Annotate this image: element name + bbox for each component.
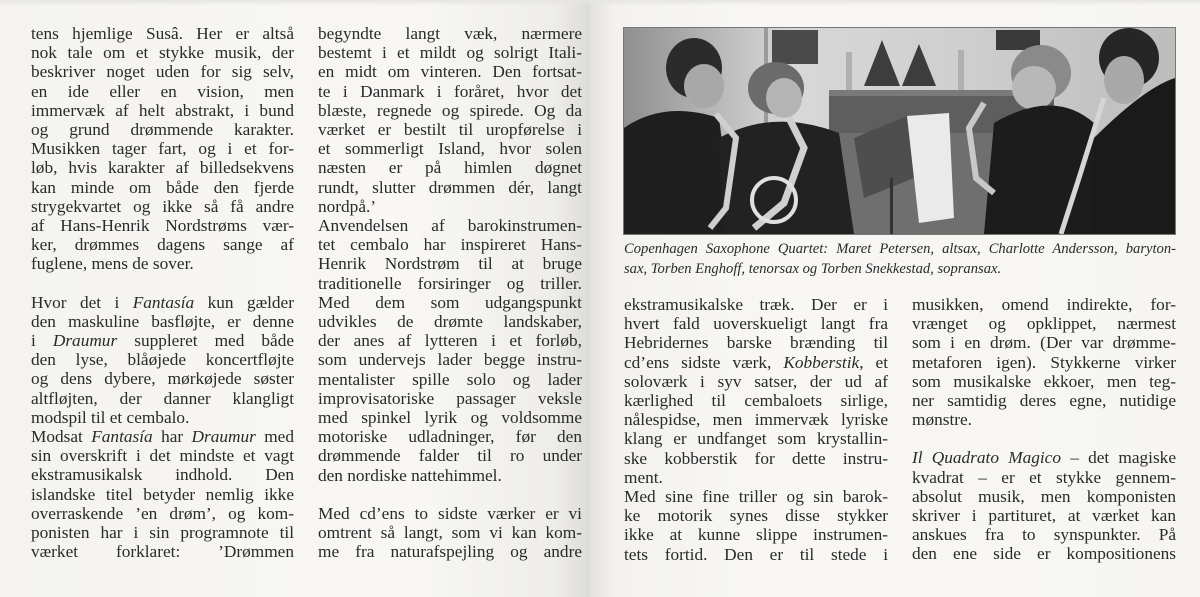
text-line: et sommerligt Island, hvor solen xyxy=(318,139,582,159)
text-line: soloværk i syv satser, der ud af xyxy=(624,371,888,391)
text-line: immervæk af helt abstrakt, i bund xyxy=(31,100,294,120)
text-line: ekstramusikalsk indhold. Den xyxy=(31,465,294,485)
text-line: som i en drøm. (Der var drømme- xyxy=(912,333,1176,353)
text-line: kan minde om både den fjerde xyxy=(31,177,294,197)
text-line: Med dem som udgangspunkt xyxy=(318,292,582,312)
quartet-photo xyxy=(623,27,1176,235)
text-line: begyndte langt væk, nærmere xyxy=(318,24,582,43)
text-line: hvert fald uoverskueligt langt fra xyxy=(624,314,888,334)
text-line: ikke at kunne slippe instrumen- xyxy=(624,525,888,545)
text-line: værket forklaret: ’Drømmen xyxy=(31,542,294,562)
text-line: modspil til et cembalo. xyxy=(31,407,190,427)
text-line: omtrent så langt, som vi kan kom- xyxy=(318,523,582,543)
text-line: den lyse, blåøjede koncertfløjte xyxy=(31,350,294,370)
paragraph xyxy=(624,295,888,487)
text-line: den nordiske nattehimmel. xyxy=(318,465,502,485)
text-line: som musikalske ekkoer, men teg- xyxy=(912,371,1176,391)
text-line: cd’ens sidste værk, Kobberstik, et xyxy=(624,352,888,372)
text-line: islandske titel betyder nemlig ikke xyxy=(31,484,294,504)
text-line: Med cd’ens to sidste værker er vi xyxy=(318,503,582,523)
text-line: Med sine fine triller og sin barok- xyxy=(624,487,888,507)
text-column-3 xyxy=(624,295,888,564)
text-line: tet cembalo har inspireret Hans- xyxy=(318,235,582,255)
text-line: me fra naturafspejling og andre xyxy=(318,542,582,562)
text-line: og dens dybere, mørkøjede søster xyxy=(31,369,294,389)
text-line: der anes af lytteren i et forløb, xyxy=(318,331,582,351)
paragraph xyxy=(318,216,582,485)
paragraph xyxy=(31,24,294,274)
text-line: ner samtidig deres egne, nutidige xyxy=(912,391,1176,411)
work-title: Kobberstik xyxy=(783,352,860,372)
work-title: Draumur xyxy=(191,427,256,447)
text-line: ke motorik synes disse stykker xyxy=(624,506,888,526)
text-line: fuglene, mens de sover. xyxy=(31,254,194,274)
text-line: næsten er på himlen døgnet xyxy=(318,158,582,178)
caption-line: Copenhagen Saxophone Quartet: Maret Petersen, altsax, Charlotte Andersson, baryton- xyxy=(624,241,1176,257)
work-title: Fantasía xyxy=(132,292,195,312)
text-line: Hebridernes barske brænding til xyxy=(624,333,888,353)
paragraph xyxy=(912,295,1176,429)
text-line: med spinkel lyrik og voldsomme xyxy=(318,408,582,428)
text-line: sin overskrift i det mindste et vagt xyxy=(31,446,294,466)
text-line: løb, hvis karakter af billedsekvens xyxy=(31,158,294,178)
text-line: kvadrat – er et stykke gennem- xyxy=(912,467,1176,487)
text-line: nålespidse, men immervæk lyriske xyxy=(624,410,888,430)
paragraph xyxy=(318,24,582,216)
paragraph xyxy=(624,487,888,564)
text-line: ker, drømmes dagens sange af xyxy=(31,235,294,255)
text-line: Hvor det i Fantasía kun gælder xyxy=(31,292,294,312)
photo-caption xyxy=(624,240,1176,279)
text-line: traditionelle forsiringer og triller. xyxy=(318,273,582,293)
text-line: som undervejs lader begge instru- xyxy=(318,350,582,370)
text-line: klang er undfanget som krystallin- xyxy=(624,429,888,449)
text-column-4 xyxy=(912,295,1176,564)
text-line: te i Danmark i foråret, hvor det xyxy=(318,81,582,101)
text-line: altfløjten, der danner klangligt xyxy=(31,388,294,408)
text-line: ponisten har i sin programnote til xyxy=(31,523,294,543)
text-line: tets fortid. Den er til stede i xyxy=(624,544,888,564)
text-line: Il Quadrato Magico – det magiske xyxy=(912,448,1176,468)
text-line: mønstre. xyxy=(912,410,972,430)
text-line: ske kobberstik for dette instru- xyxy=(624,448,888,468)
text-line: skriver i partituret, at værket kan xyxy=(912,506,1176,526)
text-line: Anvendelsen af barokinstrumen- xyxy=(318,216,582,236)
caption-line: sax, Torben Enghoff, tenorsax og Torben Snekkestad, sopransax. xyxy=(624,260,1002,277)
text-line: ekstramusikalske træk. Der er i xyxy=(624,295,888,314)
text-line: metaforen igen). Stykkerne virker xyxy=(912,352,1176,372)
text-line: en ide eller en vision, men xyxy=(31,81,294,101)
paragraph xyxy=(318,504,582,562)
text-line: Henrik Nordstrøm til at bruge xyxy=(318,254,582,274)
text-line: vrænget og opklippet, nærmest xyxy=(912,314,1176,334)
text-line: anskues fra to synspunkter. På xyxy=(912,525,1176,545)
text-line: musikken, omend indirekte, for- xyxy=(912,295,1176,314)
text-line: improvisatoriske passager veksle xyxy=(318,388,582,408)
text-line: og grund drømmende karakter. xyxy=(31,120,294,140)
text-line: nok tale om et stykke musik, der xyxy=(31,43,294,63)
text-line: ment. xyxy=(624,467,663,487)
text-line: Modsat Fantasía har Draumur med xyxy=(31,427,294,447)
text-line: udvikles de drømte landskaber, xyxy=(318,312,582,332)
text-line: strygekvartet og ikke så få andre xyxy=(31,196,294,216)
text-line: beskriver noget uden for sig selv, xyxy=(31,62,294,82)
work-title: Fantasía xyxy=(91,427,153,447)
text-line: den maskuline basfløjte, er denne xyxy=(31,311,294,331)
text-line: i Draumur suppleret med både xyxy=(31,331,295,351)
text-line: blæste, regnede og spirede. Og da xyxy=(318,100,582,120)
text-line: overraskende ’en drøm’, og kom- xyxy=(31,503,294,523)
text-line: motoriske udladninger, før den xyxy=(318,427,582,447)
text-line: mentalister spille solo og lader xyxy=(318,369,582,389)
text-line: rundt, slutter drømmen dér, langt xyxy=(318,177,582,197)
text-line: værket er bestilt til uropførelse i xyxy=(318,120,582,140)
paragraph xyxy=(912,448,1176,563)
text-line: den ene side er kompositionens xyxy=(912,544,1176,564)
paragraph xyxy=(31,427,294,561)
scan-edge-shade xyxy=(0,0,1200,6)
text-column-1 xyxy=(31,24,294,561)
text-line: nordpå.’ xyxy=(318,196,377,216)
work-title: Draumur xyxy=(52,331,118,351)
text-line: drømmende falder til ro under xyxy=(318,446,582,466)
text-column-2 xyxy=(318,24,582,561)
quartet-photo-icon xyxy=(624,28,1175,234)
text-line: kærlighed til cembaloets sirlige, xyxy=(624,391,888,411)
work-title: Il Quadrato Magico xyxy=(912,448,1061,468)
text-line: absolut musik, men komponisten xyxy=(912,486,1176,506)
paragraph xyxy=(31,293,294,427)
text-line: bestemt i et mildt og solrigt Itali- xyxy=(318,43,582,63)
text-line: af Hans-Henrik Nordstrøms vær- xyxy=(31,216,294,236)
text-line: tens hjemlige Susâ. Her er altså xyxy=(31,24,294,43)
text-line: Musikken tager fart, og i et for- xyxy=(31,139,294,159)
text-line: en midt om vinteren. Den fortsat- xyxy=(318,62,582,82)
